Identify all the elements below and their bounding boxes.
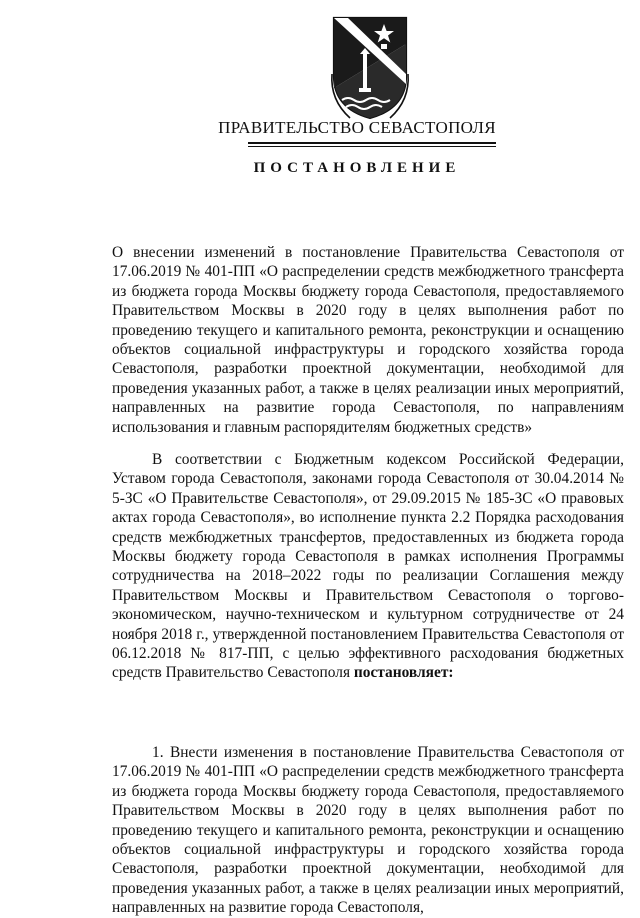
preamble-text: В соответствии с Бюджетным кодексом Российской Федерации, Уставом города Севастополя, законами города Севастополя от 30.04.2014 № 5-ЗС «О Правительстве Севастополя», от 29.09.2015 № 185-ЗС «О правовых актах города Севастополя», во исполнение пункта 2.2 Порядка расходования средств межбюджетных трансфертов, предоставленных из бюджета города Москвы бюджету города Севастополя в рамках исполнения Программы сотрудничества на 2018–2022 годы по реализации Соглашения между Правительством Москвы и Правительством Севастополя о торгово-экономическом, научно-техническом и культурном сотрудничестве от 24 ноября 2018 г., утвержденной постановлением Правительства Севастополя от 06.12.2018 № 817-ПП, с целью эффективного расходования бюджетных средств Правительство Севастополя (112, 451, 624, 682)
document-subject: О внесении изменений в постановление Правительства Севастополя от 17.06.2019 № 401-ПП «О распределении средств межбюджетного трансферта из бюджета города Москвы бюджету города Севастополя, предоставляемого Правительством Москвы в 2020 году в целях выполнения работ по проведению текущего и капитального ремонта, реконструкции и оснащению объектов социальной инфраструктуры и городского хозяйства города Севастополя, разработки проектной документации, необходимой для проведения указанных работ, а также в целях реализации иных мероприятий, направленных на развитие города Севастополя, по направлениям использования и главным распорядителям бюджетных средств» (112, 244, 624, 436)
item-1-paragraph: 1. Внести изменения в постановление Правительства Севастополя от 17.06.2019 № 401-ПП «О распределении средств межбюджетного трансферта из бюджета города Москвы бюджету города Севастополя, предоставляемого Правительством Москвы в 2020 году в целях выполнения работ по проведению текущего и капитального ремонта, реконструкции и оснащению объектов социальной инфраструктуры и городского хозяйства города Севастополя, разработки проектной документации, необходимой для проведения указанных работ, а также в целях реализации иных мероприятий, направленных на развитие города Севастополя, (112, 744, 624, 917)
header-divider-thick (248, 142, 496, 144)
decree-keyword: постановляет: (353, 664, 454, 682)
government-name: ПРАВИТЕЛЬСТВО СЕВАСТОПОЛЯ (218, 118, 496, 137)
sevastopol-coat-of-arms-icon (328, 14, 412, 122)
document-type-title: ПОСТАНОВЛЕНИЕ (253, 160, 461, 176)
header-divider-thin (248, 146, 496, 147)
preamble-paragraph (112, 450, 624, 683)
